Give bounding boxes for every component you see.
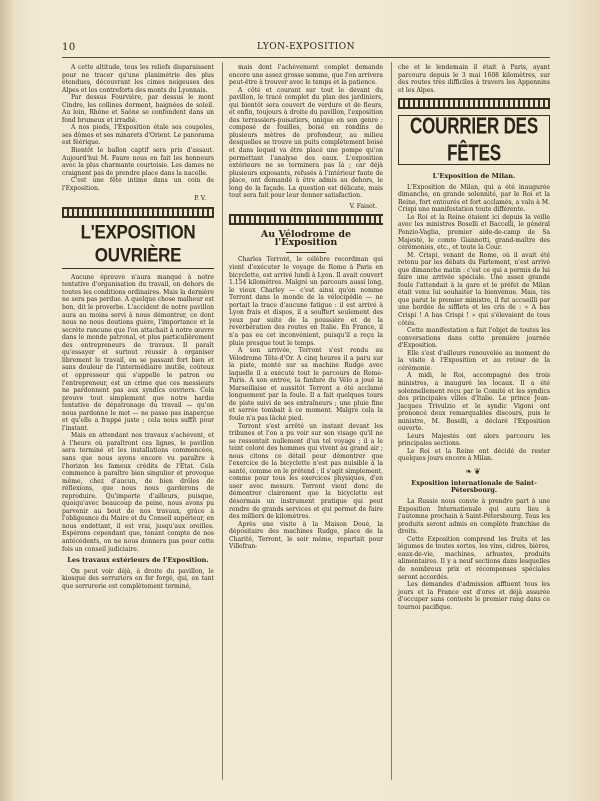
paragraph: Terront s'est arrêté un instant devant les tribunes et l'on a pu voir sur son visage qu'il ne se ressentait nullement d'un tel voyage ; il a le teint coloré des hommes qui vivent au grand air ; nous citons ce détail pour démontrer que l'exercice de la bicyclette n'est pas nuisible à la santé, comme on le prétend ; il s'agit simplement, comme pour tous les exercices physiques, d'en user avec mesure. Terront vient donc de démontrer clairement que la bicyclette est désormais un instrument pratique qui peut rendre de grands services et qui permet de faire des milliers de kilomètres. <box>229 422 383 521</box>
paragraph: mais dont l'achèvement complet demande encore une assez grosse somme, que l'on arrivera peut-être à trouver avec le temps et la patience. <box>229 64 383 87</box>
page-number: 10 <box>62 42 76 53</box>
paragraph: C'est une fête intime dans un coin de l'Exposition. <box>62 177 214 192</box>
paragraph: Leurs Majestés ont alors parcouru les principales sections. <box>398 432 550 448</box>
paragraph: Charles Terront, le célèbre recordman qui vient d'exécuter le voyage de Rome à Paris en bicyclette, est arrivé lundi à Lyon. Il avait couvert 1.154 kilomètres. Malgré un parcours aussi long, le vieux Charley — c'est ainsi qu'on nomme Terront dans le monde de la vélocipédie — ne portait la trace d'aucune fatigue : il est arrivé à Lyon frais et dispos, il a souffert seulement des yeux par suite de la poussière et de la reverbération des routes en Italie. En France, il n'a pas eu cet inconvénient, puisqu'il a reçu la pluie presque tout le temps. <box>229 256 383 347</box>
paragraph: Après une visite à la Maison Doué, la dépositaire des machines Rudge, place de la Charité, Terront, le soir même, repartait pour Villefran- <box>229 520 383 551</box>
paragraph: L'Exposition de Milan, qui a été inaugurée dimanche, en grande solennité, par le Roi et la Reine, fort entourés et fort acclamés, a valu à M. Crispi une manifestation toute différente. <box>398 183 550 214</box>
section-title: COURRIER DES FÊTES <box>410 113 538 166</box>
column-3 <box>398 64 550 611</box>
paragraph: A côté et courant sur tout le devant du pavillon, le tracé complet du plan des jardiniers, qui bientôt sera couvert de verdure et de fleurs, et enfin, toujours à droite du pavillon, l'exposition des terrassiers-puisatiers, unique en son genre : composé de fouilles, boisé en rondins de plusieurs mètres de profondeur, au milieu desquelles se trouve un puits complètement boisé et dans lequel va être placé une pompe qu'on permettant l'analyse des eaux. L'exposition extérieure ne se terminera pas là ; car déjà plusieurs exposants, refusés à l'intérieur faute de place, ont demandé à être admis au dehors, le long de la façade. La question est délicate, mais tout sera fait pour leur donner satisfaction. <box>229 86 383 200</box>
paragraph: Le Roi et la Reine étaient ici depuis la veille avec les ministres Boselli et Baccelli, le général Ponzio-Vaglia, premier aide-de-camp de Sa Majesté, le comte Giannotti, grand-maître des cérémonies, etc., et toute la Cour. <box>398 213 550 252</box>
fleuron-icon: ❧❦ <box>465 466 483 476</box>
subheading: Exposition internationale de Saint-Pétersbourg. <box>411 478 537 495</box>
article-signature: V. Faisot. <box>349 202 377 210</box>
paragraph: Mais en attendant nos travaux s'achèvent, et à l'heure où paraîtront ces lignes, le pavillon sera terminé et les installations commencées, sans que nous ayons encore vu paraître à l'horizon les fameux crédits de l'Etat. Cela commence à paraître bien singulier et provoque même, chez d'aucun, de bien drôles de réflexions, que nous nous garderons de reproduire. Qu'importe d'ailleurs, puisque, quoiqu'avec beaucoup de peine, nous avons pu parvenir au bout de nos travaux, grâce à l'obligeance du Maire et du Conseil supérieur, en nous endettant, il est vrai, jusqu'aux oreilles. Espérons cependant que, tenant compte de nos antécédents, on ne nous donnera pas pour cette fois un conseil judiciaire. <box>62 432 214 553</box>
section-title: L'EXPOSITION OUVRIÈRE <box>80 220 196 266</box>
paragraph: Les demandes d'admission affluent tous les jours et la France est d'ores et déjà assurée d'occuper sans conteste le premier rang dans ce tournoi pacifique. <box>398 581 550 611</box>
subheading: L'Exposition de Milan. <box>432 172 516 181</box>
paragraph: che et le lendemain il était à Paris, ayant parcouru depuis le 3 mai 1608 kilomètres, sur des routes très difficiles à travers les Appennins et les Alpes. <box>398 64 550 94</box>
paragraph: On peut voir déjà, à droite du pavillon, le kiosque des serruriers en fer forgé, qui, en tant que serrurerie est complètement terminé, <box>62 567 214 590</box>
paragraph: A midi, le Roi, accompagné des trois ministres, a inauguré les locaux. Il a été solennellement reçu par le Comité et les syndics des principales villes d'Italie. Le prince Jean-Jacques Trivulzio et le syndic Vigoni ont prononcé deux remarquables discours, puis le ministre, M. Boselli, a déclaré l'Exposition ouverte. <box>398 372 550 433</box>
title-rule <box>62 268 214 269</box>
paragraph: M. Crispi, venant de Rome, où il avait été retenu par les débats du Parlement, n'est arrivé que dimanche matin : c'est ce qui a permis de lui faire une arrivée spéciale. Une assez grande foule l'attendait à la gare et le préfet de Milan était venu lui souhaiter la bienvenue. Mais, tès que parut le premier ministre, il fut accueilli par une bordée de sifflets et les cris de : « A bas Crispi ! A bas Crispi ! » qui s'élevaient de tous côtés. <box>398 251 550 327</box>
paragraph: Cette manifestation a fait l'objet de toutes les conversations dans cette première journée d'Exposition. <box>398 327 550 350</box>
subheading: Les travaux extérieurs de l'Exposition. <box>67 556 209 565</box>
paragraph: Aucune épreuve n'aura manqué à notre tentative d'organisation du travail, en dehors de toutes les conditions ordinaires. Mais la dernière ne sera pas perdue. A quelque chose malheur est bon, dit le proverbe. L'accident de notre pavillon aura au moins servi à nous démontrer, ce dont nous ne nous doutions guère, l'importance et la secrète rancune que l'on attachait à notre œuvre dans le monde patronal, et plus particulièrement des entrepreneurs de travaux. Il paraît qu'essayer et surtout réussir à organiser librement le travail, en se passant fort bien et sans douleur de l'intermédiaire inutile, coûteux et oppresseur qui s'appelle le patron ou l'entrepreneur, est un crime que ces messieurs ne pardonnent pas aux syndics ouvriers. Cela prouve tout simplement que notre hardie tentative de dépatronage du travail — qu'on nous pardonne le mot — ne passe pas inaperçue et qu'elle a frappé juste ; cela nous suffit pour l'instant. <box>62 273 214 432</box>
header-rule <box>62 57 550 58</box>
paragraph: Elle s'est d'ailleurs renouvelée au moment de la visite à l'Exposition et au retour de la cérémonie. <box>398 349 550 372</box>
paragraph: Bientôt le ballon captif sera pris d'assaut. Aujourd'hui M. Faure nous en fait les honneurs avec la plus charmante courtoisie. Les dames ne craignent pas de prendre place dans la nacelle. <box>62 147 214 177</box>
paragraph: Cette Exposition comprend les fruits et les légumes de toutes sortes, les vins, cidres, bières, eaux-de-vie, machines, arbustes, produits alimentaires. Il y a neuf sections dans lesquelles de nombreux prix et récompenses spéciales seront accordés. <box>398 535 550 581</box>
paragraph: Par dessus Fourvière, par dessus le mont Cindre, les collines dorment, baignées de soleil. Au loin, Rhône et Saône se confondent dans un fond brumeux et irradié. <box>62 94 214 124</box>
page-header <box>62 42 550 56</box>
paragraph: A cette altitude, tous les reliefs disparaissent pour ne tracer qu'une planimétrie des plus étendues, découvrant les cimes neigeuses des Alpes et les contreforts des monts du Lyonnais. <box>62 64 214 94</box>
paragraph: A nos pieds, l'Exposition étale ses coupoles, ses dômes et ses minarets d'Orient. Le panorama est féérique. <box>62 124 214 147</box>
column-2 <box>229 64 383 551</box>
ornament-divider <box>229 214 383 225</box>
column-divider-1 <box>222 62 223 780</box>
ornament-divider <box>62 207 214 218</box>
section-title: Au Vélodrome de l'Exposition <box>260 229 352 248</box>
paragraph: A son arrivée, Terront s'est rendu au Vélodrome Tête-d'Or. A cinq heures il a paru sur la piste, monté sur sa machine Rudge avec laquelle il a exécuté tout le parcours de Rome-Paris. A son entrée, la fanfare du Vélo a joué la Marseillaise et aussitôt Terront a été acclamé longuement par la foule. Il a fait quelques tours de piste suivi de ses entraîneurs ; une pluie fine et serrée tombait à ce moment. Malgré cela la foule n'a pas lâché pied. <box>229 347 383 422</box>
page-fold-shadow <box>0 0 14 801</box>
paragraph: Le Roi et la Reine ont décidé de rester quelques jours encore à Milan. <box>398 447 550 463</box>
column-divider-2 <box>391 62 392 780</box>
title-rule <box>286 252 326 253</box>
section-title-box <box>398 115 550 165</box>
ornament-divider <box>398 98 550 109</box>
column-1 <box>62 64 214 590</box>
paragraph: La Russie nous convie à prendre part à une Exposition Internationale qui aura lieu à l'automne prochain à Saint-Pétersbourg. Tous les produits seront admis en complète franchise de droits. <box>398 498 550 536</box>
article-signature: P. V. <box>194 195 206 203</box>
publication-title: LYON-EXPOSITION <box>256 42 356 52</box>
